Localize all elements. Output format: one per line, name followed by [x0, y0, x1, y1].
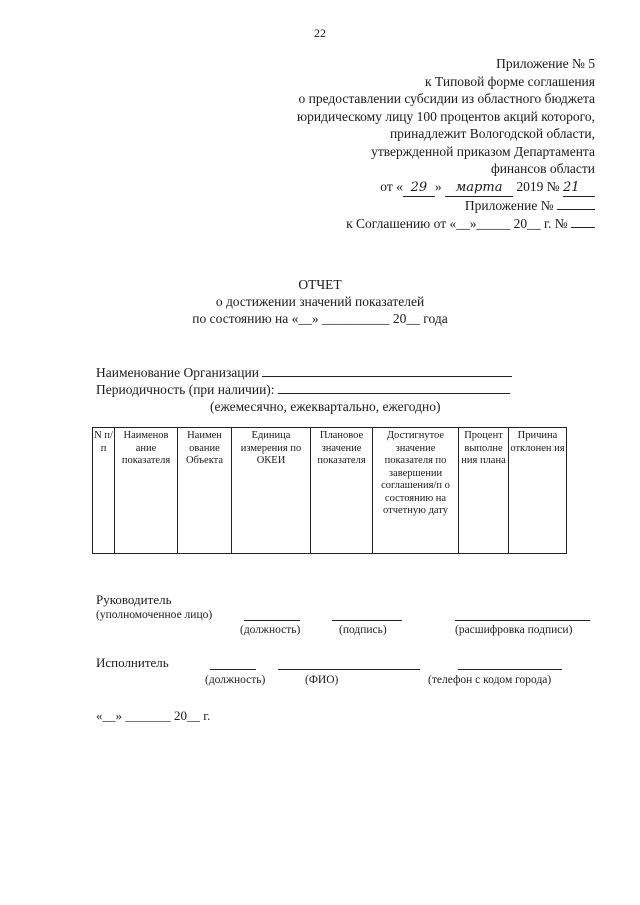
column-number: N п/п — [93, 428, 115, 554]
organization-name-label: Наименование Организации — [96, 365, 259, 380]
appendix-line: принадлежит Вологодской области, — [389, 126, 595, 141]
agreement-text: к Соглашению от «__»_____ 20__ г. № — [346, 215, 568, 231]
executor-phone-line — [458, 669, 562, 670]
appendix-line: о предоставлении субсидии из областного бюджета — [298, 91, 595, 106]
caption-name: (расшифровка подписи) — [455, 624, 573, 636]
caption-position: (должность) — [240, 624, 301, 636]
column-object-name: Наимен ование Объекта — [178, 428, 232, 554]
column-indicator-name: Наименов ание показателя — [115, 428, 178, 554]
appendix-line: к Типовой форме соглашения — [425, 73, 595, 89]
appendix-header — [297, 55, 595, 232]
head-label: Руководитель — [96, 592, 172, 607]
annex-label: Приложение № — [464, 198, 554, 213]
executor-fio-line — [278, 669, 420, 670]
organization-block — [96, 364, 512, 415]
caption-signature: (подпись) — [339, 624, 387, 636]
head-sub-label: (уполномоченное лицо) — [96, 609, 213, 621]
column-achieved-value: Достигнутое значение показателя по завершении соглашения/п о состоянию на отчетную дату — [373, 428, 459, 554]
head-signature-line — [332, 620, 402, 621]
head-position-line — [244, 620, 300, 621]
page-number: 22 — [314, 26, 326, 40]
column-planned-value: Плановое значение показателя — [311, 428, 373, 554]
agreement-number-blank — [571, 215, 595, 228]
head-name-line — [455, 620, 590, 621]
organization-name-blank — [262, 364, 512, 377]
handwritten-day: 29 — [403, 179, 435, 198]
date-mid: » — [434, 178, 442, 194]
order-date-line — [297, 178, 595, 198]
appendix-line: утвержденной приказом Департамента — [371, 143, 595, 159]
table-header-row — [93, 428, 567, 554]
handwritten-order-number: 21 — [563, 179, 595, 198]
appendix-line: юридическому лицу 100 процентов акций которого, — [297, 108, 595, 124]
appendix-line: финансов области — [490, 161, 595, 176]
column-deviation-reason: Причина отклонен ия — [509, 428, 567, 554]
report-subtitle: о достижении значений показателей — [215, 294, 425, 309]
column-unit: Единица измерения по ОКЕИ — [232, 428, 311, 554]
executor-label: Исполнитель — [96, 655, 169, 670]
annex-line — [297, 197, 595, 215]
handwritten-month: марта — [445, 179, 513, 198]
indicators-table — [92, 427, 567, 554]
periodicity-line — [96, 381, 512, 398]
report-title: ОТЧЕТ — [298, 277, 342, 292]
date-prefix: от « — [380, 178, 403, 194]
caption-executor-position: (должность) — [205, 674, 266, 686]
caption-executor-fio: (ФИО) — [305, 674, 339, 686]
report-title-block — [0, 276, 640, 327]
periodicity-hint: (ежемесячно, ежеквартально, ежегодно) — [210, 399, 441, 414]
periodicity-blank — [278, 381, 510, 394]
periodicity-label: Периодичность (при наличии): — [96, 382, 275, 397]
executor-position-line — [210, 669, 256, 670]
report-as-of: по состоянию на «__» __________ 20__ года — [192, 311, 448, 326]
date-year: 2019 № — [516, 178, 560, 194]
report-date-line: «__» _______ 20__ г. — [96, 708, 211, 723]
caption-executor-phone: (телефон с кодом города) — [428, 674, 552, 686]
column-completion-percent: Процент выполне ния плана — [459, 428, 509, 554]
annex-number-blank — [557, 197, 595, 210]
organization-name-line — [96, 364, 512, 381]
appendix-line: Приложение № 5 — [496, 56, 595, 71]
agreement-line — [297, 215, 595, 233]
